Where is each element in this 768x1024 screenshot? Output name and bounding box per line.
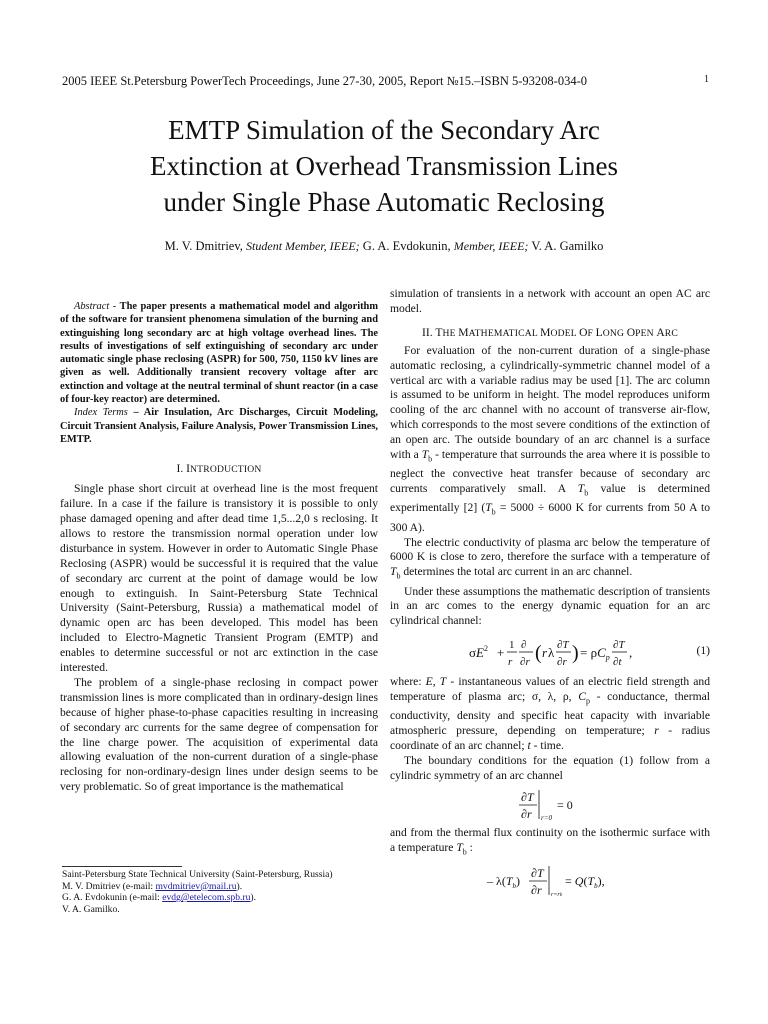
author-list bbox=[60, 239, 708, 254]
index-terms-text: – Air Insulation, Arc Discharges, Circuit Modeling, Circuit Transient Analysis, Failure Analysis, Power Transmission Lines, EMTP. bbox=[60, 407, 378, 445]
svg-text:r: r bbox=[542, 645, 548, 661]
paper-title bbox=[60, 112, 708, 220]
equation-1 bbox=[390, 632, 710, 672]
index-terms bbox=[60, 406, 378, 446]
sc-rest: HE bbox=[442, 327, 459, 339]
svg-text:σE2: $\sigma E^2$ bbox=[469, 644, 488, 661]
equation-boundary-1 bbox=[390, 787, 710, 823]
model-paragraph-1 bbox=[390, 344, 710, 536]
footnotes bbox=[62, 869, 382, 915]
symbol: T bbox=[577, 482, 585, 496]
equation-1-number: (1) bbox=[696, 644, 710, 658]
energy-equation-graphic bbox=[465, 632, 635, 672]
svg-text:λ: λ bbox=[548, 645, 555, 661]
text-run: - temperature that surrounds the area where it is possible to neglect the convective heat transfer because of secondary arc currents comparatively small. A bbox=[390, 448, 710, 496]
footnote-divider bbox=[62, 866, 182, 867]
symbol: σ bbox=[531, 690, 539, 704]
section-heading-model bbox=[390, 326, 710, 342]
sc-rest: ATHEMATICAL bbox=[468, 327, 541, 339]
author-1-affiliation: Student Member, IEEE; bbox=[246, 239, 360, 253]
symbol: ρ bbox=[562, 690, 569, 704]
symbol: T bbox=[439, 675, 447, 689]
author-1-name: M. V. Dmitriev, bbox=[164, 239, 243, 253]
author-2-name: G. A. Evdokunin, bbox=[362, 239, 451, 253]
author-3-name: V. A. Gamilko bbox=[531, 239, 604, 253]
sc-rest: PEN bbox=[635, 327, 657, 339]
title-line-1: EMTP Simulation of the Secondary Arc bbox=[168, 115, 600, 145]
svg-text:∂T: ∂T bbox=[531, 866, 544, 881]
sc-initial: O bbox=[579, 325, 588, 339]
sc-rest: ONG bbox=[602, 327, 627, 339]
sc-initial: L bbox=[595, 325, 603, 339]
continued-paragraph: simulation of transients in a network with account an open AC arc model. bbox=[390, 287, 710, 315]
text-run: ). bbox=[236, 880, 243, 892]
footnote-author-1 bbox=[62, 881, 382, 893]
intro-paragraph-1: Single phase short circuit at overhead line is the most frequent failure. In a case if the failure is transistory it is possible to only phase damaged opening and after dead time 1,5...2,0 s reclosing. It allows to restore the transmission normal operation under low disturbance in system. However in order to Automatic Single Phase Reclosing (ASPR) would be successful it is required that the value of secondary arc current at the point of damage would be low enough to extinguish. In Saint-Petersburg State Technical University (Saint-Petersburg, Russia) a mathematical model of dynamic open arc has been developed. This model has been included to Electro-Magnetic Transient Program (EMTP) and enables to determine successful or not arc extinction in the case interested. bbox=[60, 482, 378, 675]
svg-text:– λ(Tb): – $\lambda(T_b)$ bbox=[487, 874, 521, 891]
text-run: - instantaneous values of an electric field strength and temperature of plasma arc; bbox=[390, 675, 710, 704]
sc-initial: A bbox=[656, 325, 665, 339]
sc-rest: ODEL bbox=[550, 327, 580, 339]
email-link-dmitriev[interactable]: mvdmitriev@mail.ru bbox=[155, 880, 237, 892]
sc-rest: F bbox=[587, 327, 596, 339]
subscript: b bbox=[396, 571, 401, 581]
subscript: b bbox=[584, 488, 589, 498]
svg-text:1: 1 bbox=[509, 639, 515, 652]
model-paragraph-3: Under these assumptions the mathematic description of transients in an arc comes to the energy dynamic equation for an arc cylindrical channel: bbox=[390, 584, 710, 628]
text-run: where: bbox=[390, 675, 422, 689]
section-heading-introduction bbox=[60, 462, 378, 478]
subscript: b bbox=[462, 847, 467, 857]
flux-equation-graphic bbox=[485, 863, 615, 899]
title-line-3: under Single Phase Automatic Reclosing bbox=[163, 187, 605, 217]
email-link-evdokunin[interactable]: evdg@etelecom.spb.ru bbox=[162, 892, 251, 904]
model-paragraph-2 bbox=[390, 536, 710, 585]
right-column bbox=[390, 287, 710, 902]
text-run: - conductance, thermal conductivity, density and specific heat capacity with invariable atmospheric pressure, depending on temperature; bbox=[390, 690, 711, 738]
section-numeral: II. bbox=[422, 325, 433, 339]
text-run: = 5000 ÷ 6000 K for currents from 50 A to 300 A). bbox=[390, 501, 710, 534]
svg-text:∂r: ∂r bbox=[531, 883, 542, 898]
text-run: For evaluation of the non-current duration of a single-phase automatic reclosing, a cylindrically-symmetric channel model of a vertical arc with a variable radius may be used [1]. The arc column is assumed to be uniform in height. The model reproduces uniform cooling of the arc channel with no account of transverse air-flow, which corresponds to the most severe conditions of the extinction of an open arc. The outside boundary of an arc channel is a surface with a bbox=[390, 343, 710, 462]
svg-text:r=0: r=0 bbox=[541, 813, 552, 822]
symbol: T bbox=[421, 448, 429, 462]
model-paragraph-5: The boundary conditions for the equation (1) follow from a cylindric symmetry of an arc channel bbox=[390, 754, 710, 783]
symbol: C bbox=[578, 690, 586, 704]
svg-text:∂: ∂ bbox=[521, 639, 527, 652]
abstract-text: The paper presents a mathematical model and algorithm of the software for transient phenomena simulation of the burning and extinguishing long secondary arc at high voltage overhead lines. The results of investigations of self extinguishing of secondary arc under automatic single phase reclosing (ASPR) for 500, 750, 1150 kV lines are given as well. Additionally transient recovery voltage after arc extinction and voltage at the neutral terminal of shunt reactor (in a case of four-key reactor) are determined. bbox=[60, 301, 378, 406]
symbol: T bbox=[456, 840, 463, 854]
svg-text:∂r: ∂r bbox=[557, 656, 567, 669]
footnote-author-3: V. A. Gamilko. bbox=[62, 903, 120, 915]
text-run: and from the thermal flux continuity on the isothermic surface with a temperature bbox=[390, 825, 710, 854]
text-run: determines the total arc current in an arc channel. bbox=[403, 565, 633, 579]
subscript: b bbox=[428, 454, 433, 464]
section-rest: NTRODUCTION bbox=[190, 464, 262, 476]
svg-text:,: , bbox=[629, 645, 633, 661]
proceedings-header: 2005 IEEE St.Petersburg PowerTech Proceedings, June 27-30, 2005, Report №15.–ISBN 5-93208-034-0 bbox=[62, 74, 587, 88]
boundary-equation-graphic bbox=[515, 787, 585, 823]
svg-text:∂r: ∂r bbox=[521, 806, 532, 821]
author-2-affiliation: Member, IEEE; bbox=[453, 239, 529, 253]
sc-initial: O bbox=[626, 325, 636, 339]
abstract-label: Abstract - bbox=[74, 301, 117, 312]
abstract bbox=[60, 300, 378, 406]
text-run: G. A. Evdokunin (e-mail: bbox=[62, 892, 163, 904]
svg-text:r: r bbox=[508, 656, 513, 669]
equation-boundary-2 bbox=[390, 863, 710, 899]
sc-rest: RC bbox=[664, 327, 678, 339]
svg-text:∂r: ∂r bbox=[520, 656, 530, 669]
sc-initial: T bbox=[435, 325, 443, 339]
svg-text:+: + bbox=[497, 645, 505, 661]
text-run: The electric conductivity of plasma arc below the temperature of 6000 K is close to zero, therefore the surface with a temperature of bbox=[390, 535, 710, 564]
section-numeral: I. bbox=[176, 462, 184, 476]
svg-text:= 0: = 0 bbox=[557, 797, 573, 812]
model-paragraph-4: where: E, T - instantaneous values of an electric field strength and temperature of plasma arc; σ, λ, ρ, $C_p$ - conductance, thermal conductivity, density and specific heat capacity with invariable atmospheric pressure, depending on temperature; r - radius coordinate of an arc channel; t - time. bbox=[390, 675, 711, 753]
index-terms-label: Index Terms bbox=[74, 407, 128, 419]
symbol: T bbox=[390, 565, 397, 579]
svg-text:∂T: ∂T bbox=[613, 639, 625, 652]
text-run: - time. bbox=[533, 739, 564, 753]
section-initial: I bbox=[186, 462, 191, 476]
svg-text:): ) bbox=[572, 642, 579, 665]
svg-text:= Q(Tb),: = $Q(T_b)$, bbox=[565, 874, 605, 891]
svg-text:r=rb: r=rb bbox=[551, 892, 563, 899]
title-line-2: Extinction at Overhead Transmission Lines bbox=[150, 151, 618, 181]
text-run: M. V. Dmitriev (e-mail: bbox=[62, 880, 156, 892]
symbol: T bbox=[485, 501, 492, 515]
footnote-affiliation: Saint-Petersburg State Technical University (Saint-Petersburg, Russia) bbox=[62, 869, 333, 880]
sc-initial: M bbox=[458, 325, 469, 339]
svg-text:∂t: ∂t bbox=[613, 656, 622, 669]
svg-text:(: ( bbox=[535, 642, 542, 665]
text-run: value is determined experimentally [2] ( bbox=[390, 482, 710, 515]
svg-text:∂T: ∂T bbox=[557, 639, 569, 652]
symbol: E bbox=[425, 675, 433, 689]
model-paragraph-6: and from the thermal flux continuity on the isothermic surface with a temperature $T_b$ : bbox=[390, 825, 710, 857]
intro-paragraph-2: The problem of a single-phase reclosing in compact power transmission lines is more complicated than in ordinary-design lines because of higher phase-to-phase capacities resulting in increasing of secondary arc currents for the same degree of compensation for the line charge power. The acquisition of experimental data allowing evaluation of the non-current duration of a single-phase reclosing for non-ordinary-design lines under design seems to be very problematic. So of great importance is the mathematical bbox=[60, 675, 378, 794]
text-run: ). bbox=[250, 892, 257, 904]
left-column bbox=[60, 300, 378, 795]
subscript: b bbox=[491, 507, 496, 517]
symbol: r bbox=[654, 724, 659, 738]
page-number: 1 bbox=[704, 74, 709, 85]
sc-initial: M bbox=[540, 325, 551, 339]
symbol: t bbox=[527, 739, 531, 753]
svg-text:= ρCp: = $\rho C_p$ bbox=[580, 645, 610, 663]
text-run: - radius coordinate of an arc channel; bbox=[390, 724, 710, 753]
subscript: p bbox=[585, 696, 590, 706]
footnote-author-2 bbox=[62, 892, 382, 904]
svg-text:∂T: ∂T bbox=[521, 789, 534, 804]
symbol: λ bbox=[547, 690, 554, 704]
